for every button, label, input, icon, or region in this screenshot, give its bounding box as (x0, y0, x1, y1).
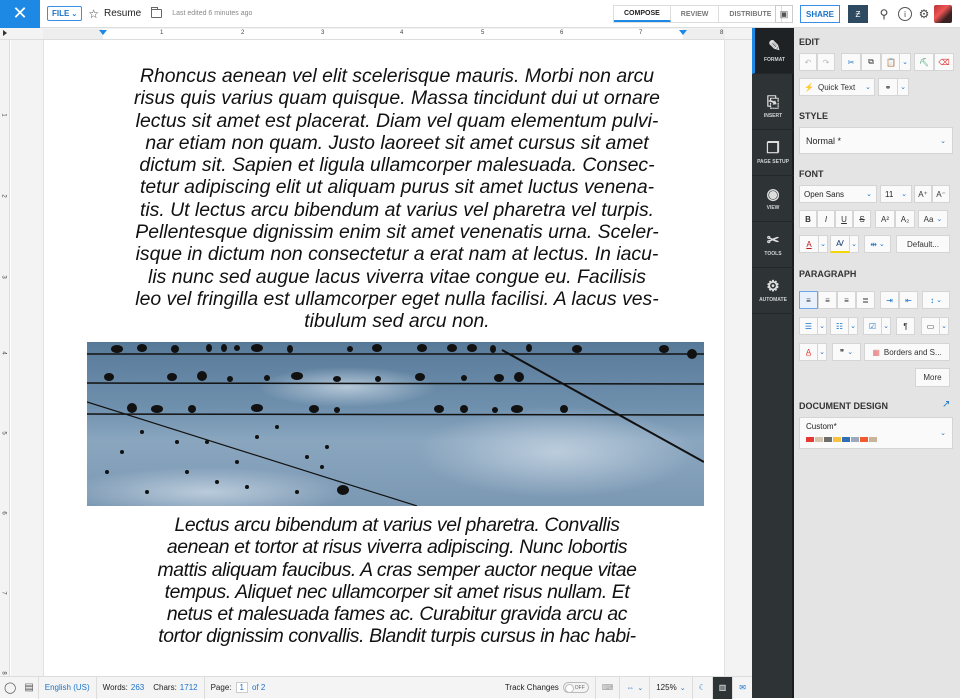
nav-label: INSERT (763, 112, 783, 119)
folder-icon[interactable] (151, 9, 162, 18)
font-family-value: Open Sans (804, 189, 845, 199)
document-design-heading: DOCUMENT DESIGN (799, 401, 889, 411)
share-button[interactable]: SHARE (800, 5, 840, 23)
paragraph-1[interactable] (87, 65, 707, 333)
insert-icon: ⎘ (766, 93, 779, 111)
page-total: of 2 (251, 683, 266, 692)
top-bar (0, 0, 960, 28)
text-line: dictum sit. Sapien et ligula ullamcorper malesuada. Consec- (139, 154, 655, 177)
track-changes-toggle[interactable] (563, 682, 589, 693)
page-setup-icon: ❐ (766, 139, 780, 157)
document-page[interactable] (43, 40, 725, 676)
ruler-toggle-icon[interactable] (3, 30, 7, 36)
swatch (806, 437, 814, 442)
text-line: lis nunc sed augue lacus viverra vitae congue eu. Facilisis (148, 265, 646, 288)
chars-value: 1712 (179, 683, 198, 692)
document-canvas (11, 40, 752, 676)
text-line: mattis aliquam faucibus. A cras semper auctor neque vitae (157, 558, 637, 581)
text-effects-button[interactable]: A̲ (799, 343, 818, 361)
night-mode-icon[interactable]: ☾ (693, 677, 713, 699)
ruler-number: 8 (0, 671, 7, 675)
more-button[interactable]: More (915, 368, 950, 387)
zoom-value: 125% (656, 683, 677, 692)
swatch (824, 437, 832, 442)
edit-heading: EDIT (799, 37, 820, 47)
text-line: tortor dignissim convallis. Blandit turpis cursus in hac habi- (158, 625, 636, 648)
language-selector[interactable]: English (US) (39, 677, 97, 699)
align-left-button[interactable]: ≡ (799, 291, 818, 309)
ruler-number: 8 (720, 30, 724, 36)
style-dropdown[interactable]: Normal * ⌄ (799, 127, 953, 154)
text-line: aenean et tortor at risus viverra adipiscing. Nunc lobortis (166, 536, 628, 559)
ruler-number: 6 (560, 30, 564, 36)
underline-button[interactable]: U (835, 210, 853, 228)
avatar[interactable] (934, 5, 952, 23)
text-line: Rhoncus aenean vel elit scelerisque mauris. Morbi non arcu (139, 65, 655, 87)
style-value: Normal * (806, 135, 842, 146)
swatch (842, 437, 850, 442)
nav-label: TOOLS (764, 250, 782, 257)
text-line: Pellentesque dignissim enim sit amet venenatis urna. Sceler- (135, 221, 659, 244)
superscript-button[interactable]: A² (875, 210, 895, 228)
tools-icon: ✂ (766, 231, 780, 249)
highlight-dropdown[interactable]: ⌄ (849, 235, 859, 253)
design-value: Custom* (806, 422, 837, 431)
paragraph-settings-dropdown[interactable]: ⌄ (939, 317, 949, 335)
italic-button[interactable]: I (817, 210, 835, 228)
swatch (851, 437, 859, 442)
words-label: Words: (102, 683, 128, 692)
paste-options-dropdown[interactable]: ⌄ (899, 53, 911, 71)
keyboard-icon[interactable]: ⌨ (596, 677, 621, 699)
nav-label: FORMAT (763, 56, 785, 63)
checklist-button[interactable]: ☑ (863, 317, 882, 335)
format-painter-button[interactable]: ⛏ (914, 53, 934, 71)
info-icon[interactable]: i (898, 7, 912, 21)
chevron-down-icon: ⌄ (940, 430, 946, 437)
font-color-button[interactable]: A (799, 235, 819, 253)
clear-format-button[interactable]: ⌫ (934, 53, 954, 71)
ruler-number: 4 (400, 30, 404, 36)
text-line: Lectus arcu bibendum at varius vel pharetra. Convallis (174, 514, 620, 536)
present-icon[interactable]: ▣ (775, 5, 793, 23)
find-options-dropdown[interactable]: ⌄ (897, 78, 909, 96)
file-label: FILE (52, 9, 70, 18)
text-line: risus quis varius quam quisque. Massa tincidunt dui ut ornare (134, 87, 660, 110)
checklist-dropdown[interactable]: ⌄ (881, 317, 891, 335)
nav-page-setup[interactable] (752, 130, 794, 176)
comment-icon[interactable]: ◯ (4, 682, 17, 694)
chars-label: Chars: (153, 683, 177, 692)
file-menu-button[interactable] (47, 6, 82, 21)
subscript-button[interactable]: A₂ (895, 210, 915, 228)
undo-button[interactable]: ↶ (799, 53, 817, 71)
borders-icon: ▦ (872, 347, 880, 357)
increase-font-button[interactable]: A⁺ (914, 185, 932, 203)
paste-button[interactable]: 📋 (881, 53, 901, 71)
numbered-list-dropdown[interactable]: ⌄ (848, 317, 858, 335)
nav-format[interactable] (752, 28, 794, 74)
swatch (869, 437, 877, 442)
bold-button[interactable]: B (799, 210, 817, 228)
character-spacing-dropdown[interactable]: ⇹ ⌄ (864, 235, 891, 253)
page-input[interactable]: 1 (236, 682, 248, 693)
text-line: tibulum sed arcu non. (304, 310, 490, 333)
show-formatting-button[interactable]: ¶ (896, 317, 915, 335)
left-indent-marker[interactable] (99, 30, 107, 35)
track-changes[interactable] (499, 677, 596, 699)
text-line: lectus sit amet est placerat. Diam vel quam elementum pulvi- (135, 109, 659, 132)
style-heading: STYLE (799, 111, 829, 121)
chevron-down-icon: ⌄ (71, 10, 78, 18)
text-line: leo vel fringilla est ullamcorper eget nulla facilisi. A lacus ves- (135, 287, 659, 310)
reading-mode-icon[interactable]: ▥ (713, 677, 734, 699)
words-value: 263 (130, 683, 145, 692)
copy-button[interactable]: ⧉ (861, 53, 881, 71)
feedback-icon[interactable]: ✉ (739, 683, 746, 692)
line-spacing-dropdown[interactable]: ↕ ⌄ (922, 291, 950, 309)
star-icon[interactable]: ☆ (88, 6, 99, 21)
comments-group (0, 677, 39, 699)
tab-distribute[interactable]: DISTRIBUTE (729, 10, 772, 18)
font-size-dropdown[interactable]: 11 ⌄ (880, 185, 912, 203)
track-changes-label: Track Changes (504, 683, 559, 692)
text-line: tetur adipiscing elit ut aliquam purus sit amet luctus venena- (139, 176, 655, 199)
redo-button[interactable]: ↷ (817, 53, 835, 71)
close-icon: ✕ (12, 3, 28, 23)
search-user-icon[interactable]: ⚲ (879, 7, 889, 21)
nav-tools[interactable] (752, 222, 794, 268)
format-icon: ✎ (768, 37, 781, 55)
page-label: Page: (210, 683, 232, 692)
swatch (860, 437, 868, 442)
side-nav-rail (752, 28, 794, 698)
highlight-button[interactable]: Ꜹ (830, 235, 850, 253)
default-font-button[interactable]: Default... (896, 235, 950, 253)
quick-text-icon: ⚡ (804, 82, 814, 92)
tab-compose[interactable]: COMPOSE (614, 6, 671, 22)
bullet-list-button[interactable]: ☰ (799, 317, 818, 335)
eye-icon: ◉ (766, 185, 780, 203)
quick-text-label: Quick Text (817, 82, 856, 92)
ruler-number: 7 (639, 30, 643, 36)
nav-insert[interactable] (752, 84, 794, 130)
zoom-dropdown[interactable]: 125% ⌄ (650, 677, 692, 699)
ruler-number: 7 (0, 591, 7, 595)
last-edited-status: Last edited 6 minutes ago (172, 10, 253, 17)
birds-on-wires-image[interactable] (87, 342, 704, 506)
align-center-button[interactable]: ≡ (818, 291, 837, 309)
text-effects-dropdown[interactable]: ⌄ (817, 343, 827, 361)
justify-button[interactable]: ≣ (856, 291, 875, 309)
ruler-number: 1 (0, 113, 7, 117)
text-line: tempus. Aliquet nec ullamcorper sit amet risus nullam. Et (164, 580, 630, 603)
close-button[interactable] (0, 0, 40, 28)
ruler-number: 2 (0, 194, 7, 198)
bullet-list-dropdown[interactable]: ⌄ (817, 317, 827, 335)
ruler-number: 3 (0, 275, 7, 279)
horizontal-ruler[interactable] (0, 28, 752, 40)
cut-button[interactable]: ✂ (841, 53, 861, 71)
page-indicator (205, 677, 272, 699)
font-size-value: 11 (885, 189, 894, 199)
vertical-ruler[interactable] (0, 40, 10, 676)
nav-automate[interactable] (752, 268, 794, 314)
strikethrough-button[interactable]: S (853, 210, 871, 228)
change-case-dropdown[interactable]: Aa ⌄ (918, 210, 948, 228)
nav-label: AUTOMATE (759, 296, 787, 303)
paragraph-2[interactable] (87, 514, 707, 648)
numbered-list-button[interactable]: ☷ (830, 317, 849, 335)
notes-icon[interactable]: ▤ (24, 682, 34, 693)
ruler-number: 3 (321, 30, 325, 36)
ruler-number: 1 (160, 30, 164, 36)
text-line: netus et malesuada fames ac. Curabitur gravida arcu ac (166, 603, 628, 626)
document-design-dropdown[interactable] (799, 417, 953, 449)
ruler-number: 4 (0, 351, 7, 355)
borders-label: Borders and S... (883, 347, 942, 357)
binoculars-icon: ⚭ (884, 82, 892, 92)
design-info (806, 422, 878, 444)
mode-tabs (613, 5, 782, 23)
word-count[interactable] (97, 677, 205, 699)
gear-icon[interactable]: ⚙ (918, 7, 930, 21)
font-family-dropdown[interactable]: Open Sans ⌄ (799, 185, 877, 203)
decrease-font-button[interactable]: A⁻ (932, 185, 950, 203)
automate-icon: ⚙ (766, 277, 780, 295)
text-line: tis. Ut lectus arcu bibendum at varius vel pharetra vel turpis. (139, 198, 655, 221)
font-heading: FONT (799, 169, 824, 179)
paragraph-settings-button[interactable]: ▭ (921, 317, 940, 335)
design-swatches (806, 434, 878, 444)
nav-view[interactable] (752, 176, 794, 222)
status-bar (0, 676, 752, 698)
indent-decrease-button[interactable]: ⇤ (899, 291, 918, 309)
zia-button[interactable]: Ƶ (848, 5, 868, 23)
format-panel (794, 28, 960, 698)
page-fit-dropdown[interactable]: ⇔ ⌄ (620, 677, 650, 699)
toggle-state: OFF (574, 684, 585, 691)
ruler-number: 2 (241, 30, 245, 36)
swatch (833, 437, 841, 442)
ruler-number: 5 (0, 431, 7, 435)
text-line: isque in dictum non consectetur a erat nam at lectus. In iacu- (135, 243, 659, 266)
document-title[interactable]: Resume (103, 8, 142, 19)
tab-review[interactable]: REVIEW (671, 6, 720, 22)
nav-label: VIEW (766, 204, 780, 211)
align-right-button[interactable]: ≡ (837, 291, 856, 309)
quick-text-dropdown[interactable]: ⚡ Quick Text ⌄ (799, 78, 875, 96)
ruler-number: 5 (481, 30, 485, 36)
swatch (815, 437, 823, 442)
quote-style-dropdown[interactable]: ❞ ⌄ (832, 343, 861, 361)
nav-label: PAGE SETUP (757, 158, 789, 165)
font-color-dropdown[interactable]: ⌄ (818, 235, 828, 253)
birds-image-svg (87, 342, 704, 506)
external-link-icon[interactable]: ↗ (942, 399, 951, 410)
indent-increase-button[interactable]: ⇥ (880, 291, 899, 309)
paragraph-heading: PARAGRAPH (799, 269, 857, 279)
ruler-number: 6 (0, 511, 7, 515)
text-line: nar etiam non quam. Justo laoreet sit amet cursus sit amet (145, 131, 649, 154)
right-indent-marker[interactable] (679, 30, 687, 35)
find-button[interactable] (878, 78, 898, 96)
borders-and-shading-button[interactable] (864, 343, 950, 361)
